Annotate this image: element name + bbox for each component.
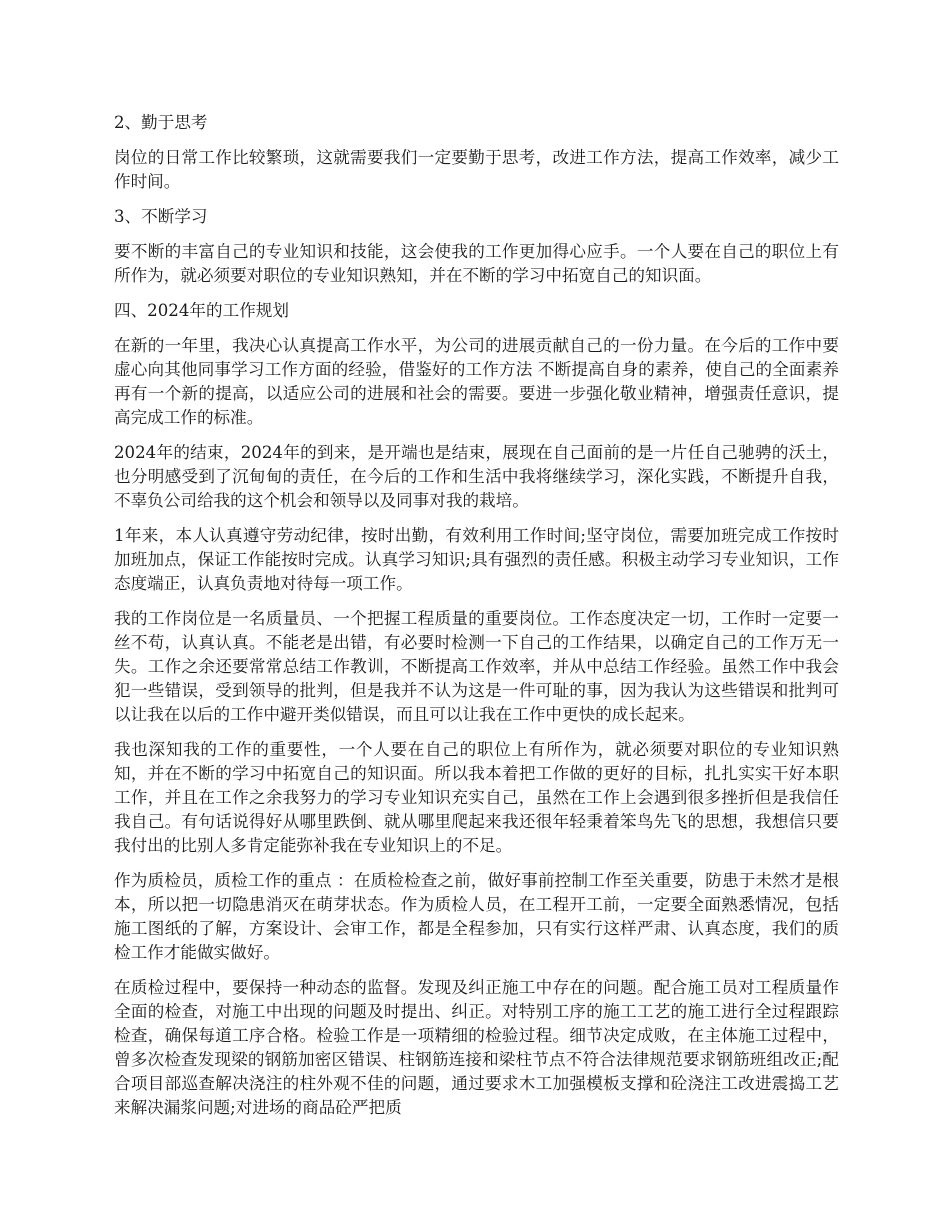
section-heading-work-plan: 四、2024年的工作规划 (114, 301, 289, 320)
paragraph-year-transition: 2024年的结束，2024年的到来，是开端也是结束，展现在自己面前的是一片任自己驰骋的沃土，也分明感受到了沉甸甸的责任，在今后的工作和生活中我将继续学习，深化实践，不断提升自我，不辜负公司给我的这个机会和领导以及同事对我的栽培。 (114, 443, 839, 510)
paragraph-inspector-focus: 作为质检员，质检工作的重点 ：在质检检查之前，做好事前控制工作至关重要，防患于未然才是根本，所以把一切隐患消灭在萌芽状态。作为质检人员，在工程开工前，一定要全面熟悉情况，包括施工图纸的了解，方案设计、会审工作，都是全程参加，只有实行这样严肃、认真态度，我们的质检工作才能做实做好。 (114, 871, 839, 962)
paragraph-discipline: 1年来，本人认真遵守劳动纪律，按时出勤，有效利用工作时间;坚守岗位，需要加班完成工作按时加班加点，保证工作能按时完成。认真学习知识;具有强烈的责任感。积极主动学习专业知识，工作态度端正，认真负责地对待每一项工作。 (114, 526, 839, 593)
section-heading-thinking: 2、勤于思考 (114, 113, 208, 132)
paragraph-thinking: 岗位的日常工作比较繁琐，这就需要我们一定要勤于思考，改进工作方法，提高工作效率，减少工作时间。 (114, 148, 839, 191)
paragraph-importance: 我也深知我的工作的重要性，一个人要在自己的职位上有所作为，就必须要对职位的专业知识熟知，并在不断的学习中拓宽自己的知识面。所以我本着把工作做的更好的目标，扎扎实实干好本职工作，并且在工作之余我努力的学习专业知识充实自己，虽然在工作上会遇到很多挫折但是我信任我自己。有句话说得好从哪里跌倒、就从哪里爬起来我还很年轻秉着笨鸟先飞的思想，我想信只要我付出的比别人多肯定能弥补我在专业知识上的不足。 (114, 740, 839, 855)
paragraph-learning: 要不断的丰富自己的专业知识和技能，这会使我的工作更加得心应手。一个人要在自己的职位上有所作为，就必须要对职位的专业知识熟知，并在不断的学习中拓宽自己的知识面。 (114, 242, 839, 285)
document-body (114, 111, 839, 1131)
paragraph-quality-role: 我的工作岗位是一名质量员、一个把握工程质量的重要岗位。工作态度决定一切，工作时一定要一丝不苟，认真认真。不能老是出错，有必要时检测一下自己的工作结果，以确定自己的工作万无一失。工作之余还要常常总结工作教训，不断提高工作效率，并从中总结工作经验。虽然工作中我会犯一些错误，受到领导的批判，但是我并不认为这是一件可耻的事，因为我认为这些错误和批判可以让我在以后的工作中避开类似错误，而且可以让我在工作中更快的成长起来。 (114, 609, 839, 724)
section-heading-learning: 3、不断学习 (114, 207, 208, 226)
paragraph-inspection-process: 在质检过程中，要保持一种动态的监督。发现及纠正施工中存在的问题。配合施工员对工程质量作全面的检查，对施工中出现的问题及时提出、纠正。对特别工序的施工工艺的施工进行全过程跟踪检查，确保每道工序合格。检验工作是一项精细的检验过程。细节决定成败，在主体施工过程中，曾多次检查发现梁的钢筋加密区错误、柱钢筋连接和梁柱节点不符合法律规范要求钢筋班组改正;配合项目部巡查解决浇注的柱外观不佳的问题，通过要求木工加强模板支撑和砼浇注工改进震捣工艺来解决漏浆问题;对进场的商品砼严把质 (114, 978, 839, 1117)
paragraph-new-year-goals: 在新的一年里，我决心认真提高工作水平，为公司的进展贡献自己的一份力量。在今后的工作中要虚心向其他同事学习工作方面的经验，借鉴好的工作方法 不断提高自身的素养，使自己的全面素养再有一个新的提高，以适应公司的进展和社会的需要。要进一步强化敬业精神，增强责任意识，提高完成工作的标准。 (114, 336, 839, 427)
